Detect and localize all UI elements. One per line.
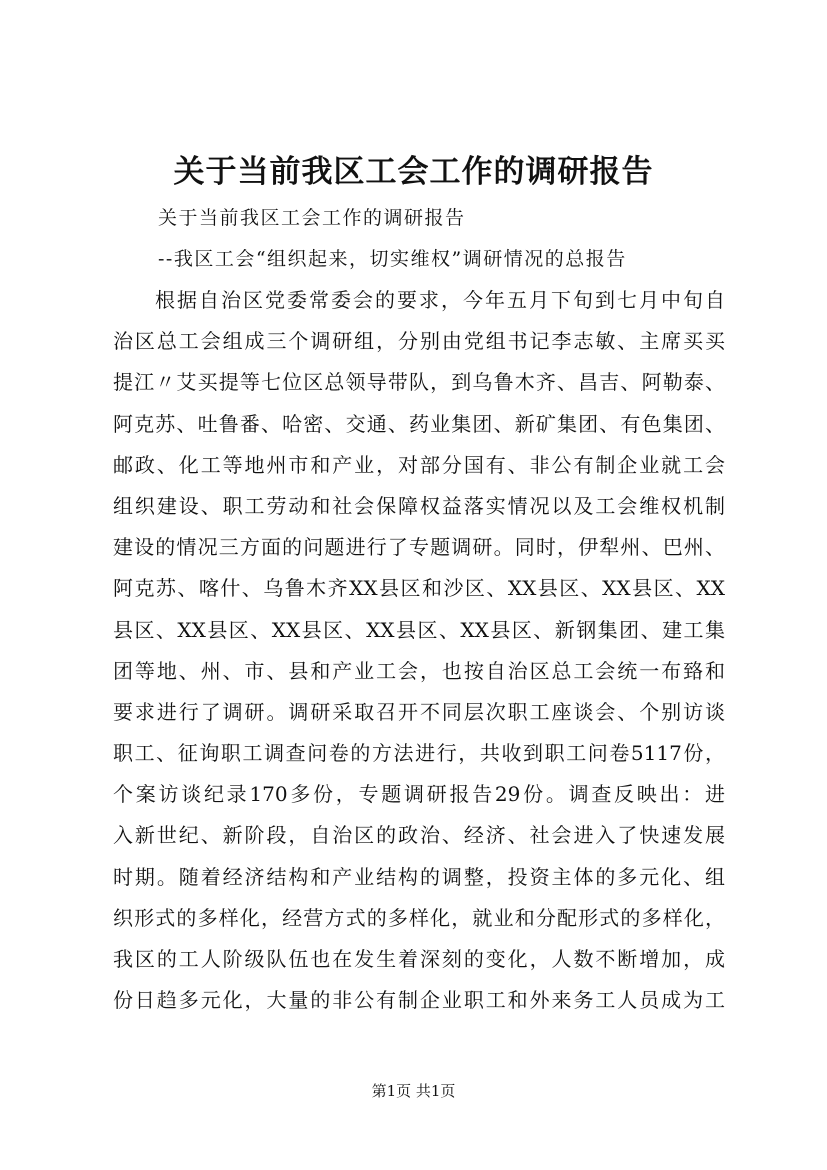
body-line: 职工、征询职工调查问卷的方法进行，共收到职工问卷5117份， — [113, 741, 725, 766]
body-line: 邮政、化工等地州市和产业，对部分国有、非公有制企业就工会 — [113, 452, 725, 477]
body-line: 阿克苏、吐鲁番、哈密、交通、药业集团、新矿集团、有色集团、 — [113, 411, 725, 436]
body-line: 要求进行了调研。调研采取召开不同层次职工座谈会、个别访谈 — [113, 699, 725, 724]
body-line: 阿克苏、喀什、乌鲁木齐XX县区和沙区、XX县区、XX县区、XX — [113, 576, 725, 601]
body-line: 入新世纪、新阶段，自治区的政治、经济、社会进入了快速发展 — [113, 823, 725, 848]
body-line: 个案访谈纪录170多份，专题调研报告29份。调查反映出：进 — [113, 782, 725, 807]
body-line: 县区、XX县区、XX县区、XX县区、XX县区、新钢集团、建工集 — [113, 617, 725, 642]
document-body — [113, 280, 725, 1021]
body-line: 份日趋多元化，大量的非公有制企业职工和外来务工人员成为工 — [113, 988, 725, 1013]
body-line: 时期。随着经济结构和产业结构的调整，投资主体的多元化、组 — [113, 864, 725, 889]
body-line: 治区总工会组成三个调研组，分别由党组书记李志敏、主席买买 — [113, 329, 725, 354]
document-title: 关于当前我区工会工作的调研报告 — [173, 154, 654, 190]
body-line: 根据自治区党委常委会的要求，今年五月下旬到七月中旬自 — [155, 288, 725, 312]
document-subheading: --我区工会“组织起来，切实维权”调研情况的总报告 — [158, 248, 627, 270]
document-subtitle: 关于当前我区工会工作的调研报告 — [158, 207, 466, 229]
body-line: 我区的工人阶级队伍也在发生着深刻的变化，人数不断增加，成 — [113, 947, 725, 971]
body-line: 团等地、州、市、县和产业工会，也按自治区总工会统一布臵和 — [113, 658, 725, 683]
body-line: 组织建设、职工劳动和社会保障权益落实情况以及工会维权机制 — [113, 493, 725, 518]
page-footer: 第1页 共1页 — [371, 1082, 456, 1100]
body-line: 提江〃艾买提等七位区总领导带队，到乌鲁木齐、昌吉、阿勒泰、 — [113, 370, 725, 395]
body-line: 建设的情况三方面的问题进行了专题调研。同时，伊犁州、巴州、 — [113, 535, 725, 560]
body-line: 织形式的多样化，经营方式的多样化，就业和分配形式的多样化， — [113, 905, 725, 930]
